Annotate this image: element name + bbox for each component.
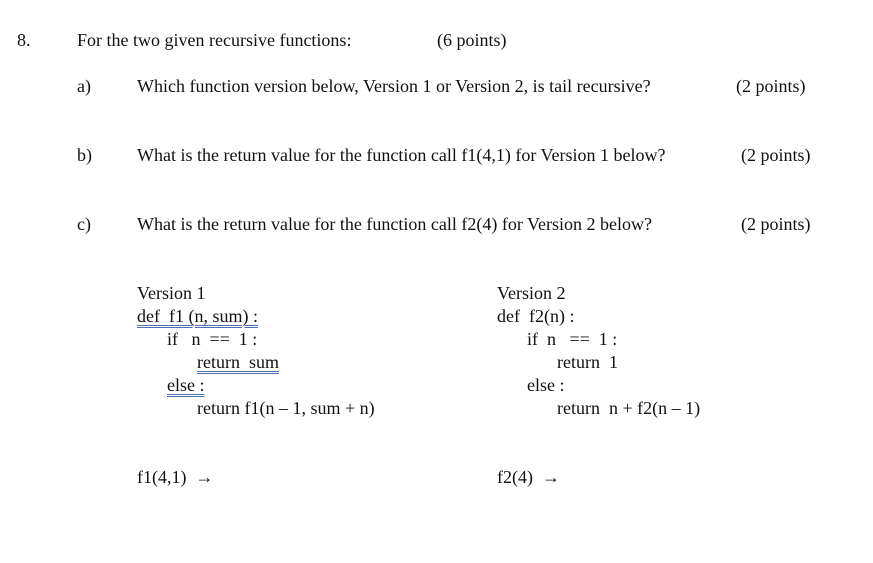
version2-title: Version 2 [497, 283, 566, 303]
part-c-text: What is the return value for the function call f2(4) for Version 2 below? [137, 214, 652, 234]
part-a-points: (2 points) [736, 76, 806, 96]
version2-code-line-return-base: return 1 [557, 352, 618, 372]
version1-code-line-return-sum: return sum [197, 352, 279, 372]
version2-code-line-def: def f2(n) : [497, 306, 575, 326]
version2-code-line-return-recursive: return n + f2(n – 1) [557, 398, 701, 418]
part-b-text: What is the return value for the function call f1(4,1) for Version 1 below? [137, 145, 666, 165]
question-prompt: For the two given recursive functions: [77, 30, 352, 50]
part-c-label: c) [77, 214, 91, 234]
part-a-text: Which function version below, Version 1 or Version 2, is tail recursive? [137, 76, 651, 96]
version2-code-line-else: else : [527, 375, 565, 395]
question-number: 8. [17, 30, 31, 50]
question-points: (6 points) [437, 30, 507, 50]
version1-code-line-if: if n == 1 : [167, 329, 258, 349]
part-b-label: b) [77, 145, 92, 165]
version1-code-line-return-recursive: return f1(n – 1, sum + n) [197, 398, 375, 418]
version1-title: Version 1 [137, 283, 206, 303]
part-b-points: (2 points) [741, 145, 811, 165]
version2-call-trace: f2(4) → [497, 467, 560, 487]
version1-code-line-else: else : [167, 375, 205, 395]
version2-code-line-if: if n == 1 : [527, 329, 618, 349]
version1-code-line-def: def f1 (n, sum) : [137, 306, 258, 326]
version1-call-trace: f1(4,1) → [137, 467, 214, 487]
part-c-points: (2 points) [741, 214, 811, 234]
part-a-label: a) [77, 76, 91, 96]
